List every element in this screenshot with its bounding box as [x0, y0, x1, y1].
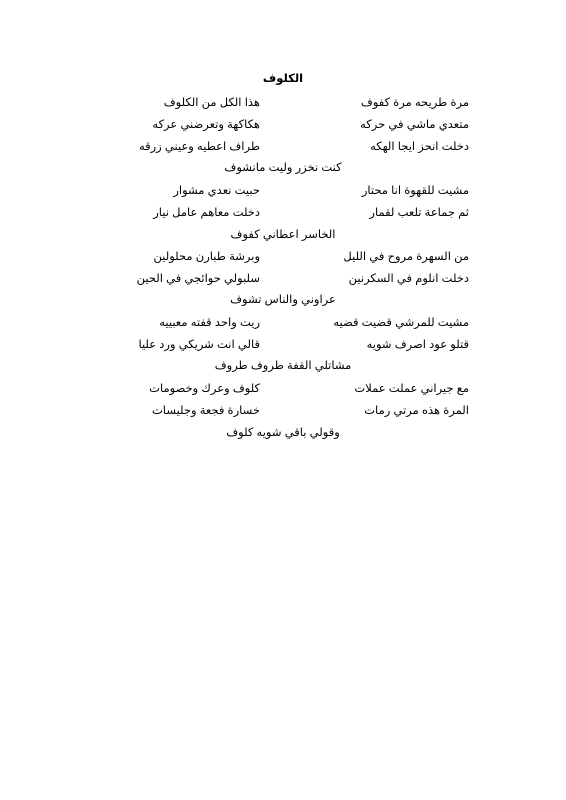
verse-line: كلوف وعرك وخصومات — [149, 383, 260, 395]
verse-line: هكاكهة وتعرضني عركه — [152, 119, 260, 131]
refrain-line: الخاسر اعطاني كفوف — [230, 229, 336, 241]
verse-line: وبرشة طبارن محلولين — [153, 251, 260, 263]
verse-line: حبيت نعدي مشوار — [173, 185, 260, 197]
refrain-line: مشاتلي القفة طروف طروف — [214, 360, 352, 372]
verse-line: المرة هذه مرتي رمات — [364, 405, 469, 417]
verse-line: من السهرة مروح في الليل — [343, 251, 469, 263]
verse-line: دخلت انلوم في السكرنين — [348, 273, 469, 285]
verse-line: هذا الكل من الكلوف — [163, 97, 260, 109]
verse-line: قتلو عود اصرف شويه — [366, 339, 469, 351]
verse-line: مرة طريحه مرة كفوف — [360, 97, 469, 109]
verse-line: مشيت للمرشي قضيت قضيه — [333, 317, 469, 329]
closing-line: وقولي باقي شويه كلوف — [226, 427, 340, 439]
refrain-line: عراوني والناس تشوف — [230, 294, 336, 306]
poem-title: الكلوف — [262, 73, 304, 85]
verse-line: طراف اعطيه وعيني زرقه — [138, 141, 260, 153]
verse-line: سلبولي حوائجي في الحين — [136, 273, 260, 285]
verse-line: مع جيراني عملت عملات — [354, 383, 469, 395]
verse-line: دخلت معاهم عامل نيار — [153, 207, 260, 219]
verse-line: خسارة فجعة وجليسات — [151, 405, 260, 417]
verse-line: قالي انت شريكي ورد عليا — [138, 339, 260, 351]
refrain-line: كنت نخزر وليت مانشوف — [224, 162, 342, 174]
verse-line: دخلت انحز ايجا الهكه — [370, 141, 469, 153]
verse-line: متعدي ماشي في حركه — [360, 119, 469, 131]
verse-line: ثم جماعة تلعب لقمار — [369, 207, 469, 219]
verse-line: مشيت للقهوة انا محتار — [361, 185, 469, 197]
verse-line: ريت واحد قفته معبييه — [159, 317, 260, 329]
